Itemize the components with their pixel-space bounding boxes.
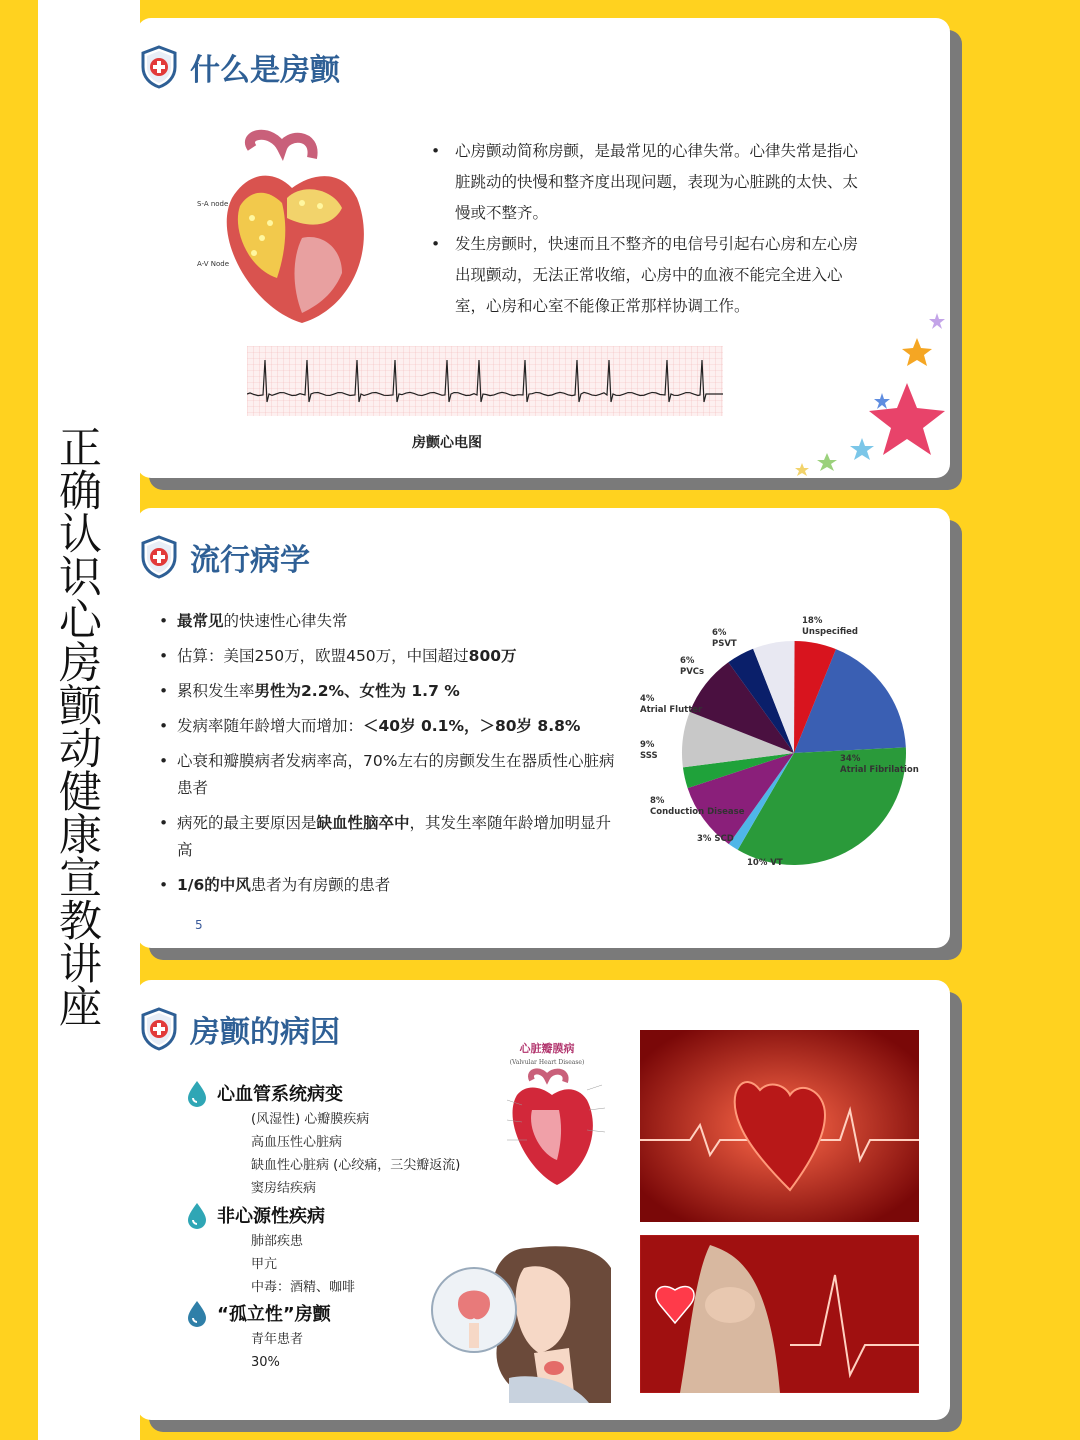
ecg-strip: [247, 346, 723, 416]
shield-cross-icon: [140, 535, 178, 579]
shield-cross-icon: [140, 1007, 178, 1051]
pie-slice-label: 6%: [712, 628, 727, 638]
list-item-text: 累积发生率: [177, 682, 255, 700]
list-item-text: 估算：美国250万，欧盟450万，中国超过: [177, 647, 469, 665]
list-item-text: ，其发生率随年龄增加明显升高: [177, 814, 612, 859]
list-item: [159, 608, 619, 635]
list-item-emphasis: 缺血性脑卒中: [316, 814, 410, 832]
list-item-emphasis: 1/6的中风: [177, 876, 251, 894]
slide-title: 什么是房颤: [190, 53, 340, 88]
stars-decoration: [767, 283, 950, 478]
ecg-caption: 房颤心电图: [412, 435, 482, 451]
slide-epidemiology: [137, 508, 950, 948]
pie-slice-label: 6%: [680, 656, 695, 666]
list-item-emphasis: ＜40岁 0.1%，＞80岁 8.8%: [363, 717, 581, 735]
pie-slice-label: 18%: [802, 616, 823, 626]
arrhythmia-pie-chart: [622, 613, 947, 888]
slide-header: [140, 534, 310, 580]
heart-anatomy-illustration: [192, 128, 382, 328]
water-drop-icon: [185, 1079, 209, 1107]
list-item-text: 心衰和瓣膜病者发病率高，70%左右的房颤发生在器质性心脏病患者: [177, 752, 615, 797]
list-item: 缺血性心脏病 (心绞痛，三尖瓣返流): [251, 1158, 461, 1173]
chest-pain-photo: [640, 1235, 919, 1393]
sa-node-label: S-A node: [197, 200, 229, 208]
cause-heading-text: 非心源性疾病: [217, 1206, 325, 1227]
water-drop-icon: [185, 1299, 209, 1327]
pie-slice-label: Atrial Flutter: [640, 705, 703, 715]
pie-slice-label: 4%: [640, 694, 655, 704]
slide-header: [140, 1006, 340, 1052]
list-item-text: 发病率随年龄增大而增加：: [177, 717, 364, 735]
list-item-emphasis: 男性为2.2%、女性为 1.7 %: [254, 682, 460, 700]
pie-slice-label: Unspecified: [802, 627, 858, 637]
list-item: 高血压性心脏病: [251, 1135, 343, 1150]
cause-heading-text: “孤立性”房颤: [217, 1304, 331, 1325]
pie-slice-label: PVCs: [680, 667, 705, 677]
pie-slice-label: 8%: [650, 796, 665, 806]
slide-title: 流行病学: [190, 543, 310, 578]
list-item: 中毒：酒精、咖啡: [251, 1280, 356, 1295]
pie-slice-label: PSVT: [712, 639, 737, 649]
slide-title: 房颤的病因: [190, 1015, 340, 1050]
cause-group-lone-af: [185, 1298, 331, 1374]
cause-group-noncardiac: [185, 1200, 355, 1299]
cause-heading: [185, 1298, 331, 1328]
pie-slice-label: 34%: [840, 754, 861, 764]
pie-slice-label: 9%: [640, 740, 655, 750]
pie-slice-label: 3% SCD: [697, 834, 734, 844]
pie-slice-label: 10% VT: [747, 858, 783, 868]
list-item: (风湿性) 心瓣膜疾病: [251, 1112, 370, 1127]
list-item-text: 患者为有房颤的患者: [250, 876, 391, 894]
list-item: [159, 748, 619, 802]
shield-cross-icon: [140, 45, 178, 89]
list-item-text: 病死的最主要原因是: [177, 814, 317, 832]
cause-heading-text: 心血管系统病变: [217, 1084, 343, 1105]
list-item: [159, 643, 619, 670]
list-item: • 发生房颤时，快速而且不整齐的电信号引起右心房和左心房出现颤动，无法正常收缩，心房中的血液不能完全进入心室，心房和心室不能像正常那样协调工作。: [431, 229, 871, 322]
vertical-main-title: 正确认识心房颤动健康宣教讲座: [52, 425, 102, 1027]
list-item: 青年患者: [251, 1332, 304, 1347]
list-item-emphasis: 最常见: [177, 612, 224, 630]
valve-figure-title: 心脏瓣膜病: [519, 1042, 575, 1055]
pie-slice-label: Conduction Disease: [650, 807, 745, 817]
valve-figure-subtitle: (Valvular Heart Disease): [509, 1059, 585, 1066]
list-item-text: 的快速性心律失常: [223, 612, 348, 630]
heart-ecg-red-photo: [640, 1030, 919, 1222]
cause-heading: [185, 1200, 355, 1230]
pie-slice-label: SSS: [640, 751, 658, 761]
cause-item-list: [251, 1328, 331, 1374]
water-drop-icon: [185, 1201, 209, 1229]
slide-what-is-af: [137, 18, 950, 478]
av-node-label: A-V Node: [197, 260, 230, 268]
list-item: 肺部疾患: [251, 1234, 304, 1249]
cause-heading: [185, 1078, 460, 1108]
list-item: [159, 872, 619, 899]
list-item: 窦房结疾病: [251, 1181, 317, 1196]
list-item: 甲亢: [251, 1257, 278, 1272]
list-item: [159, 713, 619, 740]
list-item: [159, 810, 619, 864]
slide-header: [140, 44, 340, 90]
cause-group-cardiovascular: [185, 1078, 460, 1200]
slide-af-causes: [137, 980, 950, 1420]
cause-item-list: [251, 1230, 355, 1299]
list-item-emphasis: 800万: [468, 647, 517, 665]
list-item: 30%: [251, 1355, 280, 1370]
pie-slice-label: Atrial Fibrilation: [840, 765, 919, 775]
page-number: 5: [195, 918, 203, 932]
list-item: • 心房颤动简称房颤，是最常见的心律失常。心律失常是指心脏跳动的快慢和整齐度出现问题，表现为心脏跳的太快、太慢或不整齐。: [431, 136, 871, 229]
cause-item-list: [251, 1108, 460, 1200]
valvular-heart-figure: [477, 1040, 617, 1190]
list-item: [159, 678, 619, 705]
woman-throat-illustration: [429, 1228, 611, 1408]
epidemiology-list: [159, 608, 619, 907]
